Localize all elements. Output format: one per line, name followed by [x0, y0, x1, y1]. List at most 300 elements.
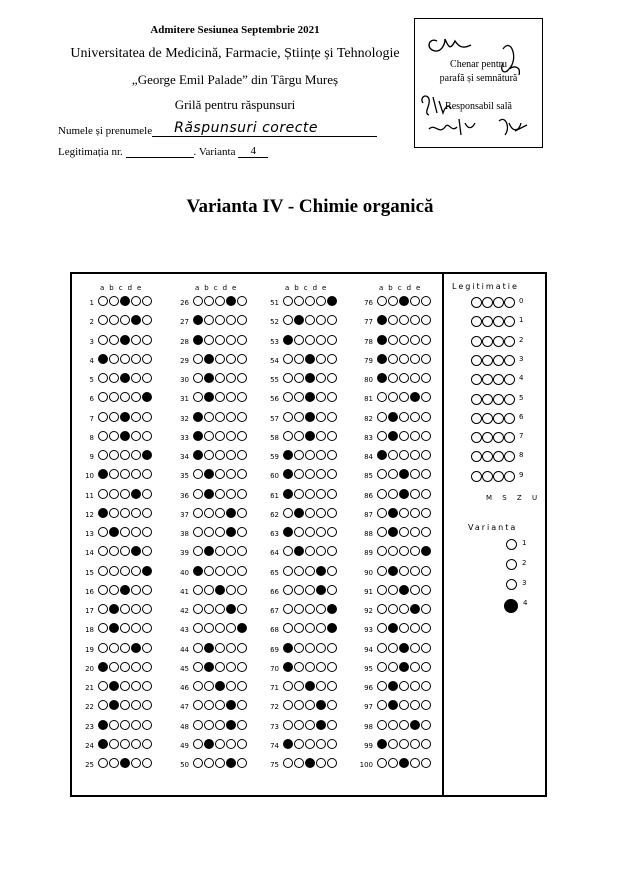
answer-bubble-d[interactable]: [226, 681, 236, 691]
answer-bubble-a[interactable]: [283, 315, 293, 325]
answer-bubble-d[interactable]: [316, 546, 326, 556]
answer-bubble-c[interactable]: [399, 489, 409, 499]
answer-bubble-b[interactable]: [294, 585, 304, 595]
answer-bubble-a[interactable]: [193, 720, 203, 730]
answer-bubble-b[interactable]: [109, 315, 119, 325]
answer-bubble-e[interactable]: [327, 469, 337, 479]
answer-bubble-c[interactable]: [120, 373, 130, 383]
answer-bubble-b[interactable]: [204, 566, 214, 576]
answer-bubble-a[interactable]: [98, 431, 108, 441]
answer-bubble-c[interactable]: [120, 354, 130, 364]
answer-bubble-e[interactable]: [421, 700, 431, 710]
answer-bubble-e[interactable]: [421, 604, 431, 614]
answer-bubble-a[interactable]: [193, 604, 203, 614]
answer-bubble-e[interactable]: [421, 412, 431, 422]
legitimatie-bubble[interactable]: [493, 413, 504, 424]
answer-bubble-d[interactable]: [410, 315, 420, 325]
answer-bubble-b[interactable]: [294, 566, 304, 576]
answer-bubble-b[interactable]: [204, 700, 214, 710]
answer-bubble-d[interactable]: [410, 700, 420, 710]
answer-bubble-c[interactable]: [120, 681, 130, 691]
answer-bubble-e[interactable]: [142, 546, 152, 556]
answer-bubble-b[interactable]: [294, 758, 304, 768]
answer-bubble-b[interactable]: [109, 681, 119, 691]
answer-bubble-c[interactable]: [305, 739, 315, 749]
answer-bubble-d[interactable]: [131, 527, 141, 537]
answer-bubble-d[interactable]: [410, 662, 420, 672]
answer-bubble-a[interactable]: [377, 296, 387, 306]
answer-bubble-c[interactable]: [215, 758, 225, 768]
answer-bubble-b[interactable]: [294, 623, 304, 633]
answer-bubble-c[interactable]: [399, 354, 409, 364]
answer-bubble-e[interactable]: [327, 431, 337, 441]
answer-bubble-b[interactable]: [294, 392, 304, 402]
answer-bubble-b[interactable]: [388, 315, 398, 325]
answer-bubble-a[interactable]: [377, 373, 387, 383]
answer-bubble-a[interactable]: [193, 527, 203, 537]
answer-bubble-a[interactable]: [377, 739, 387, 749]
answer-bubble-b[interactable]: [204, 643, 214, 653]
answer-bubble-d[interactable]: [410, 431, 420, 441]
answer-bubble-e[interactable]: [421, 450, 431, 460]
answer-bubble-b[interactable]: [294, 412, 304, 422]
answer-bubble-c[interactable]: [305, 296, 315, 306]
answer-bubble-b[interactable]: [388, 566, 398, 576]
answer-bubble-e[interactable]: [237, 566, 247, 576]
answer-bubble-a[interactable]: [377, 354, 387, 364]
answer-bubble-b[interactable]: [388, 720, 398, 730]
answer-bubble-c[interactable]: [215, 546, 225, 556]
answer-bubble-c[interactable]: [399, 739, 409, 749]
answer-bubble-a[interactable]: [377, 585, 387, 595]
answer-bubble-b[interactable]: [294, 739, 304, 749]
answer-bubble-e[interactable]: [237, 431, 247, 441]
answer-bubble-e[interactable]: [327, 296, 337, 306]
answer-bubble-a[interactable]: [377, 662, 387, 672]
id-field[interactable]: [126, 157, 194, 158]
answer-bubble-c[interactable]: [305, 335, 315, 345]
answer-bubble-c[interactable]: [215, 354, 225, 364]
answer-bubble-a[interactable]: [377, 546, 387, 556]
answer-bubble-d[interactable]: [316, 643, 326, 653]
answer-bubble-c[interactable]: [215, 412, 225, 422]
answer-bubble-a[interactable]: [283, 546, 293, 556]
legitimatie-bubble[interactable]: [504, 374, 515, 385]
answer-bubble-c[interactable]: [120, 585, 130, 595]
answer-bubble-c[interactable]: [305, 643, 315, 653]
answer-bubble-a[interactable]: [193, 354, 203, 364]
answer-bubble-e[interactable]: [142, 662, 152, 672]
answer-bubble-b[interactable]: [204, 527, 214, 537]
answer-bubble-a[interactable]: [283, 450, 293, 460]
answer-bubble-c[interactable]: [305, 354, 315, 364]
answer-bubble-e[interactable]: [327, 681, 337, 691]
answer-bubble-c[interactable]: [120, 412, 130, 422]
answer-bubble-e[interactable]: [237, 508, 247, 518]
answer-bubble-e[interactable]: [237, 373, 247, 383]
answer-bubble-d[interactable]: [316, 566, 326, 576]
legitimatie-bubble[interactable]: [471, 374, 482, 385]
answer-bubble-a[interactable]: [98, 450, 108, 460]
answer-bubble-a[interactable]: [283, 623, 293, 633]
answer-bubble-e[interactable]: [327, 450, 337, 460]
answer-bubble-a[interactable]: [377, 508, 387, 518]
answer-bubble-c[interactable]: [120, 604, 130, 614]
answer-bubble-d[interactable]: [410, 566, 420, 576]
answer-bubble-d[interactable]: [410, 508, 420, 518]
answer-bubble-a[interactable]: [283, 739, 293, 749]
answer-bubble-e[interactable]: [142, 527, 152, 537]
legitimatie-bubble[interactable]: [493, 432, 504, 443]
answer-bubble-e[interactable]: [142, 412, 152, 422]
answer-bubble-a[interactable]: [377, 623, 387, 633]
answer-bubble-c[interactable]: [215, 604, 225, 614]
answer-bubble-d[interactable]: [410, 681, 420, 691]
answer-bubble-c[interactable]: [120, 739, 130, 749]
answer-bubble-c[interactable]: [120, 720, 130, 730]
answer-bubble-e[interactable]: [327, 758, 337, 768]
answer-bubble-a[interactable]: [98, 720, 108, 730]
legitimatie-bubble[interactable]: [482, 413, 493, 424]
answer-bubble-e[interactable]: [237, 412, 247, 422]
answer-bubble-c[interactable]: [305, 315, 315, 325]
answer-bubble-e[interactable]: [421, 296, 431, 306]
answer-bubble-e[interactable]: [421, 566, 431, 576]
answer-bubble-c[interactable]: [399, 623, 409, 633]
answer-bubble-c[interactable]: [215, 739, 225, 749]
answer-bubble-a[interactable]: [193, 469, 203, 479]
legitimatie-bubble[interactable]: [482, 355, 493, 366]
answer-bubble-b[interactable]: [294, 315, 304, 325]
answer-bubble-c[interactable]: [215, 662, 225, 672]
answer-bubble-e[interactable]: [142, 431, 152, 441]
answer-bubble-a[interactable]: [98, 508, 108, 518]
legitimatie-bubble[interactable]: [493, 355, 504, 366]
answer-bubble-c[interactable]: [399, 681, 409, 691]
answer-bubble-d[interactable]: [226, 335, 236, 345]
answer-bubble-d[interactable]: [131, 469, 141, 479]
answer-bubble-e[interactable]: [327, 566, 337, 576]
answer-bubble-a[interactable]: [377, 450, 387, 460]
answer-bubble-b[interactable]: [388, 604, 398, 614]
answer-bubble-d[interactable]: [316, 508, 326, 518]
answer-bubble-c[interactable]: [399, 720, 409, 730]
answer-bubble-a[interactable]: [283, 720, 293, 730]
answer-bubble-e[interactable]: [142, 373, 152, 383]
answer-bubble-b[interactable]: [388, 643, 398, 653]
answer-bubble-c[interactable]: [120, 623, 130, 633]
answer-bubble-d[interactable]: [316, 758, 326, 768]
answer-bubble-b[interactable]: [388, 296, 398, 306]
answer-bubble-d[interactable]: [226, 450, 236, 460]
answer-bubble-e[interactable]: [142, 720, 152, 730]
answer-bubble-a[interactable]: [283, 412, 293, 422]
answer-bubble-a[interactable]: [98, 546, 108, 556]
answer-bubble-c[interactable]: [305, 758, 315, 768]
answer-bubble-c[interactable]: [215, 335, 225, 345]
answer-bubble-d[interactable]: [226, 296, 236, 306]
answer-bubble-a[interactable]: [193, 758, 203, 768]
answer-bubble-b[interactable]: [109, 431, 119, 441]
legitimatie-bubble[interactable]: [482, 394, 493, 405]
answer-bubble-d[interactable]: [226, 527, 236, 537]
answer-bubble-c[interactable]: [399, 566, 409, 576]
answer-bubble-e[interactable]: [421, 335, 431, 345]
answer-bubble-e[interactable]: [142, 354, 152, 364]
answer-bubble-e[interactable]: [142, 758, 152, 768]
answer-bubble-d[interactable]: [316, 585, 326, 595]
answer-bubble-b[interactable]: [109, 373, 119, 383]
answer-bubble-a[interactable]: [193, 450, 203, 460]
answer-bubble-d[interactable]: [226, 662, 236, 672]
legitimatie-bubble[interactable]: [471, 451, 482, 462]
answer-bubble-d[interactable]: [226, 758, 236, 768]
answer-bubble-e[interactable]: [421, 469, 431, 479]
answer-bubble-a[interactable]: [98, 354, 108, 364]
answer-bubble-e[interactable]: [142, 296, 152, 306]
answer-bubble-d[interactable]: [410, 412, 420, 422]
answer-bubble-e[interactable]: [142, 489, 152, 499]
answer-bubble-c[interactable]: [120, 489, 130, 499]
answer-bubble-d[interactable]: [316, 604, 326, 614]
answer-bubble-b[interactable]: [109, 585, 119, 595]
answer-bubble-b[interactable]: [109, 720, 119, 730]
answer-bubble-d[interactable]: [131, 566, 141, 576]
answer-bubble-a[interactable]: [283, 681, 293, 691]
answer-bubble-b[interactable]: [204, 469, 214, 479]
answer-bubble-b[interactable]: [204, 373, 214, 383]
answer-bubble-e[interactable]: [327, 508, 337, 518]
legitimatie-bubble[interactable]: [493, 297, 504, 308]
answer-bubble-c[interactable]: [120, 335, 130, 345]
answer-bubble-a[interactable]: [193, 373, 203, 383]
answer-bubble-b[interactable]: [109, 700, 119, 710]
answer-bubble-e[interactable]: [237, 469, 247, 479]
answer-bubble-d[interactable]: [410, 643, 420, 653]
answer-bubble-c[interactable]: [399, 431, 409, 441]
answer-bubble-e[interactable]: [421, 720, 431, 730]
answer-bubble-b[interactable]: [388, 623, 398, 633]
answer-bubble-e[interactable]: [142, 643, 152, 653]
legitimatie-bubble[interactable]: [482, 432, 493, 443]
legitimatie-bubble[interactable]: [493, 374, 504, 385]
answer-bubble-a[interactable]: [377, 469, 387, 479]
answer-bubble-b[interactable]: [294, 700, 304, 710]
legitimatie-bubble[interactable]: [471, 413, 482, 424]
answer-bubble-a[interactable]: [98, 527, 108, 537]
answer-bubble-d[interactable]: [226, 720, 236, 730]
answer-bubble-c[interactable]: [215, 296, 225, 306]
answer-bubble-c[interactable]: [120, 469, 130, 479]
legitimatie-bubble[interactable]: [471, 355, 482, 366]
answer-bubble-a[interactable]: [283, 662, 293, 672]
answer-bubble-e[interactable]: [327, 412, 337, 422]
answer-bubble-a[interactable]: [377, 566, 387, 576]
answer-bubble-b[interactable]: [388, 412, 398, 422]
answer-bubble-c[interactable]: [215, 566, 225, 576]
answer-bubble-b[interactable]: [294, 643, 304, 653]
answer-bubble-b[interactable]: [109, 296, 119, 306]
answer-bubble-c[interactable]: [215, 508, 225, 518]
answer-bubble-b[interactable]: [388, 546, 398, 556]
answer-bubble-d[interactable]: [131, 604, 141, 614]
varianta-bubble[interactable]: [506, 559, 517, 570]
varianta-bubble[interactable]: [506, 579, 517, 590]
answer-bubble-b[interactable]: [109, 566, 119, 576]
answer-bubble-b[interactable]: [109, 662, 119, 672]
answer-bubble-a[interactable]: [193, 662, 203, 672]
answer-bubble-e[interactable]: [237, 585, 247, 595]
answer-bubble-b[interactable]: [109, 546, 119, 556]
answer-bubble-d[interactable]: [131, 623, 141, 633]
answer-bubble-e[interactable]: [421, 315, 431, 325]
answer-bubble-b[interactable]: [204, 546, 214, 556]
legitimatie-bubble[interactable]: [504, 355, 515, 366]
answer-bubble-e[interactable]: [237, 643, 247, 653]
answer-bubble-b[interactable]: [294, 469, 304, 479]
answer-bubble-b[interactable]: [109, 643, 119, 653]
answer-bubble-e[interactable]: [237, 527, 247, 537]
answer-bubble-a[interactable]: [193, 623, 203, 633]
answer-bubble-d[interactable]: [131, 335, 141, 345]
answer-bubble-a[interactable]: [193, 643, 203, 653]
answer-bubble-c[interactable]: [399, 527, 409, 537]
answer-bubble-c[interactable]: [215, 527, 225, 537]
answer-bubble-e[interactable]: [237, 450, 247, 460]
answer-bubble-c[interactable]: [120, 527, 130, 537]
answer-bubble-d[interactable]: [226, 566, 236, 576]
answer-bubble-c[interactable]: [120, 296, 130, 306]
answer-bubble-c[interactable]: [305, 662, 315, 672]
answer-bubble-c[interactable]: [120, 315, 130, 325]
answer-bubble-a[interactable]: [98, 662, 108, 672]
answer-bubble-e[interactable]: [142, 335, 152, 345]
answer-bubble-c[interactable]: [215, 489, 225, 499]
answer-bubble-c[interactable]: [399, 392, 409, 402]
answer-bubble-b[interactable]: [109, 527, 119, 537]
answer-bubble-d[interactable]: [316, 431, 326, 441]
answer-bubble-d[interactable]: [410, 585, 420, 595]
answer-bubble-c[interactable]: [120, 566, 130, 576]
varianta-bubble[interactable]: [506, 539, 517, 550]
answer-bubble-c[interactable]: [215, 720, 225, 730]
answer-bubble-b[interactable]: [388, 392, 398, 402]
answer-bubble-b[interactable]: [204, 623, 214, 633]
answer-bubble-b[interactable]: [388, 489, 398, 499]
answer-bubble-a[interactable]: [377, 335, 387, 345]
answer-bubble-e[interactable]: [237, 623, 247, 633]
answer-bubble-b[interactable]: [204, 315, 214, 325]
legitimatie-bubble[interactable]: [482, 316, 493, 327]
answer-bubble-a[interactable]: [283, 700, 293, 710]
answer-bubble-e[interactable]: [237, 489, 247, 499]
varianta-bubble[interactable]: [504, 599, 518, 613]
answer-bubble-c[interactable]: [305, 508, 315, 518]
answer-bubble-d[interactable]: [226, 354, 236, 364]
legitimatie-bubble[interactable]: [504, 336, 515, 347]
answer-bubble-a[interactable]: [377, 720, 387, 730]
answer-bubble-c[interactable]: [305, 373, 315, 383]
legitimatie-bubble[interactable]: [504, 394, 515, 405]
answer-bubble-a[interactable]: [283, 354, 293, 364]
answer-bubble-e[interactable]: [142, 508, 152, 518]
answer-bubble-a[interactable]: [283, 643, 293, 653]
answer-bubble-a[interactable]: [193, 739, 203, 749]
answer-bubble-b[interactable]: [109, 412, 119, 422]
answer-bubble-c[interactable]: [120, 450, 130, 460]
answer-bubble-c[interactable]: [120, 392, 130, 402]
answer-bubble-b[interactable]: [204, 604, 214, 614]
answer-bubble-d[interactable]: [226, 489, 236, 499]
answer-bubble-d[interactable]: [410, 354, 420, 364]
answer-bubble-d[interactable]: [316, 700, 326, 710]
answer-bubble-d[interactable]: [131, 431, 141, 441]
answer-bubble-a[interactable]: [193, 489, 203, 499]
answer-bubble-e[interactable]: [237, 662, 247, 672]
answer-bubble-c[interactable]: [215, 585, 225, 595]
answer-bubble-d[interactable]: [226, 315, 236, 325]
answer-bubble-b[interactable]: [109, 469, 119, 479]
answer-bubble-a[interactable]: [283, 604, 293, 614]
answer-bubble-d[interactable]: [226, 546, 236, 556]
answer-bubble-d[interactable]: [410, 296, 420, 306]
answer-bubble-b[interactable]: [204, 681, 214, 691]
legitimatie-bubble[interactable]: [471, 471, 482, 482]
answer-bubble-b[interactable]: [294, 546, 304, 556]
answer-bubble-d[interactable]: [316, 412, 326, 422]
answer-bubble-a[interactable]: [377, 489, 387, 499]
answer-bubble-c[interactable]: [399, 643, 409, 653]
answer-bubble-d[interactable]: [226, 373, 236, 383]
answer-bubble-b[interactable]: [294, 431, 304, 441]
answer-bubble-b[interactable]: [109, 392, 119, 402]
answer-bubble-d[interactable]: [226, 623, 236, 633]
answer-bubble-c[interactable]: [305, 604, 315, 614]
answer-bubble-a[interactable]: [98, 643, 108, 653]
legitimatie-bubble[interactable]: [482, 471, 493, 482]
answer-bubble-e[interactable]: [421, 354, 431, 364]
answer-bubble-c[interactable]: [305, 546, 315, 556]
answer-bubble-a[interactable]: [377, 527, 387, 537]
answer-bubble-b[interactable]: [204, 296, 214, 306]
answer-bubble-c[interactable]: [215, 373, 225, 383]
answer-bubble-c[interactable]: [399, 700, 409, 710]
answer-bubble-a[interactable]: [193, 546, 203, 556]
answer-bubble-a[interactable]: [193, 700, 203, 710]
answer-bubble-e[interactable]: [327, 373, 337, 383]
legitimatie-bubble[interactable]: [471, 336, 482, 347]
answer-bubble-d[interactable]: [316, 373, 326, 383]
answer-bubble-a[interactable]: [98, 392, 108, 402]
answer-bubble-b[interactable]: [294, 450, 304, 460]
answer-bubble-e[interactable]: [327, 546, 337, 556]
answer-bubble-e[interactable]: [237, 739, 247, 749]
answer-bubble-a[interactable]: [283, 296, 293, 306]
answer-bubble-c[interactable]: [215, 431, 225, 441]
answer-bubble-a[interactable]: [193, 315, 203, 325]
answer-bubble-e[interactable]: [142, 681, 152, 691]
answer-bubble-d[interactable]: [131, 354, 141, 364]
answer-bubble-c[interactable]: [305, 527, 315, 537]
answer-bubble-a[interactable]: [193, 296, 203, 306]
answer-bubble-d[interactable]: [316, 315, 326, 325]
answer-bubble-c[interactable]: [305, 431, 315, 441]
answer-bubble-d[interactable]: [131, 662, 141, 672]
answer-bubble-e[interactable]: [421, 392, 431, 402]
answer-bubble-d[interactable]: [131, 450, 141, 460]
answer-bubble-e[interactable]: [327, 527, 337, 537]
answer-bubble-a[interactable]: [283, 392, 293, 402]
